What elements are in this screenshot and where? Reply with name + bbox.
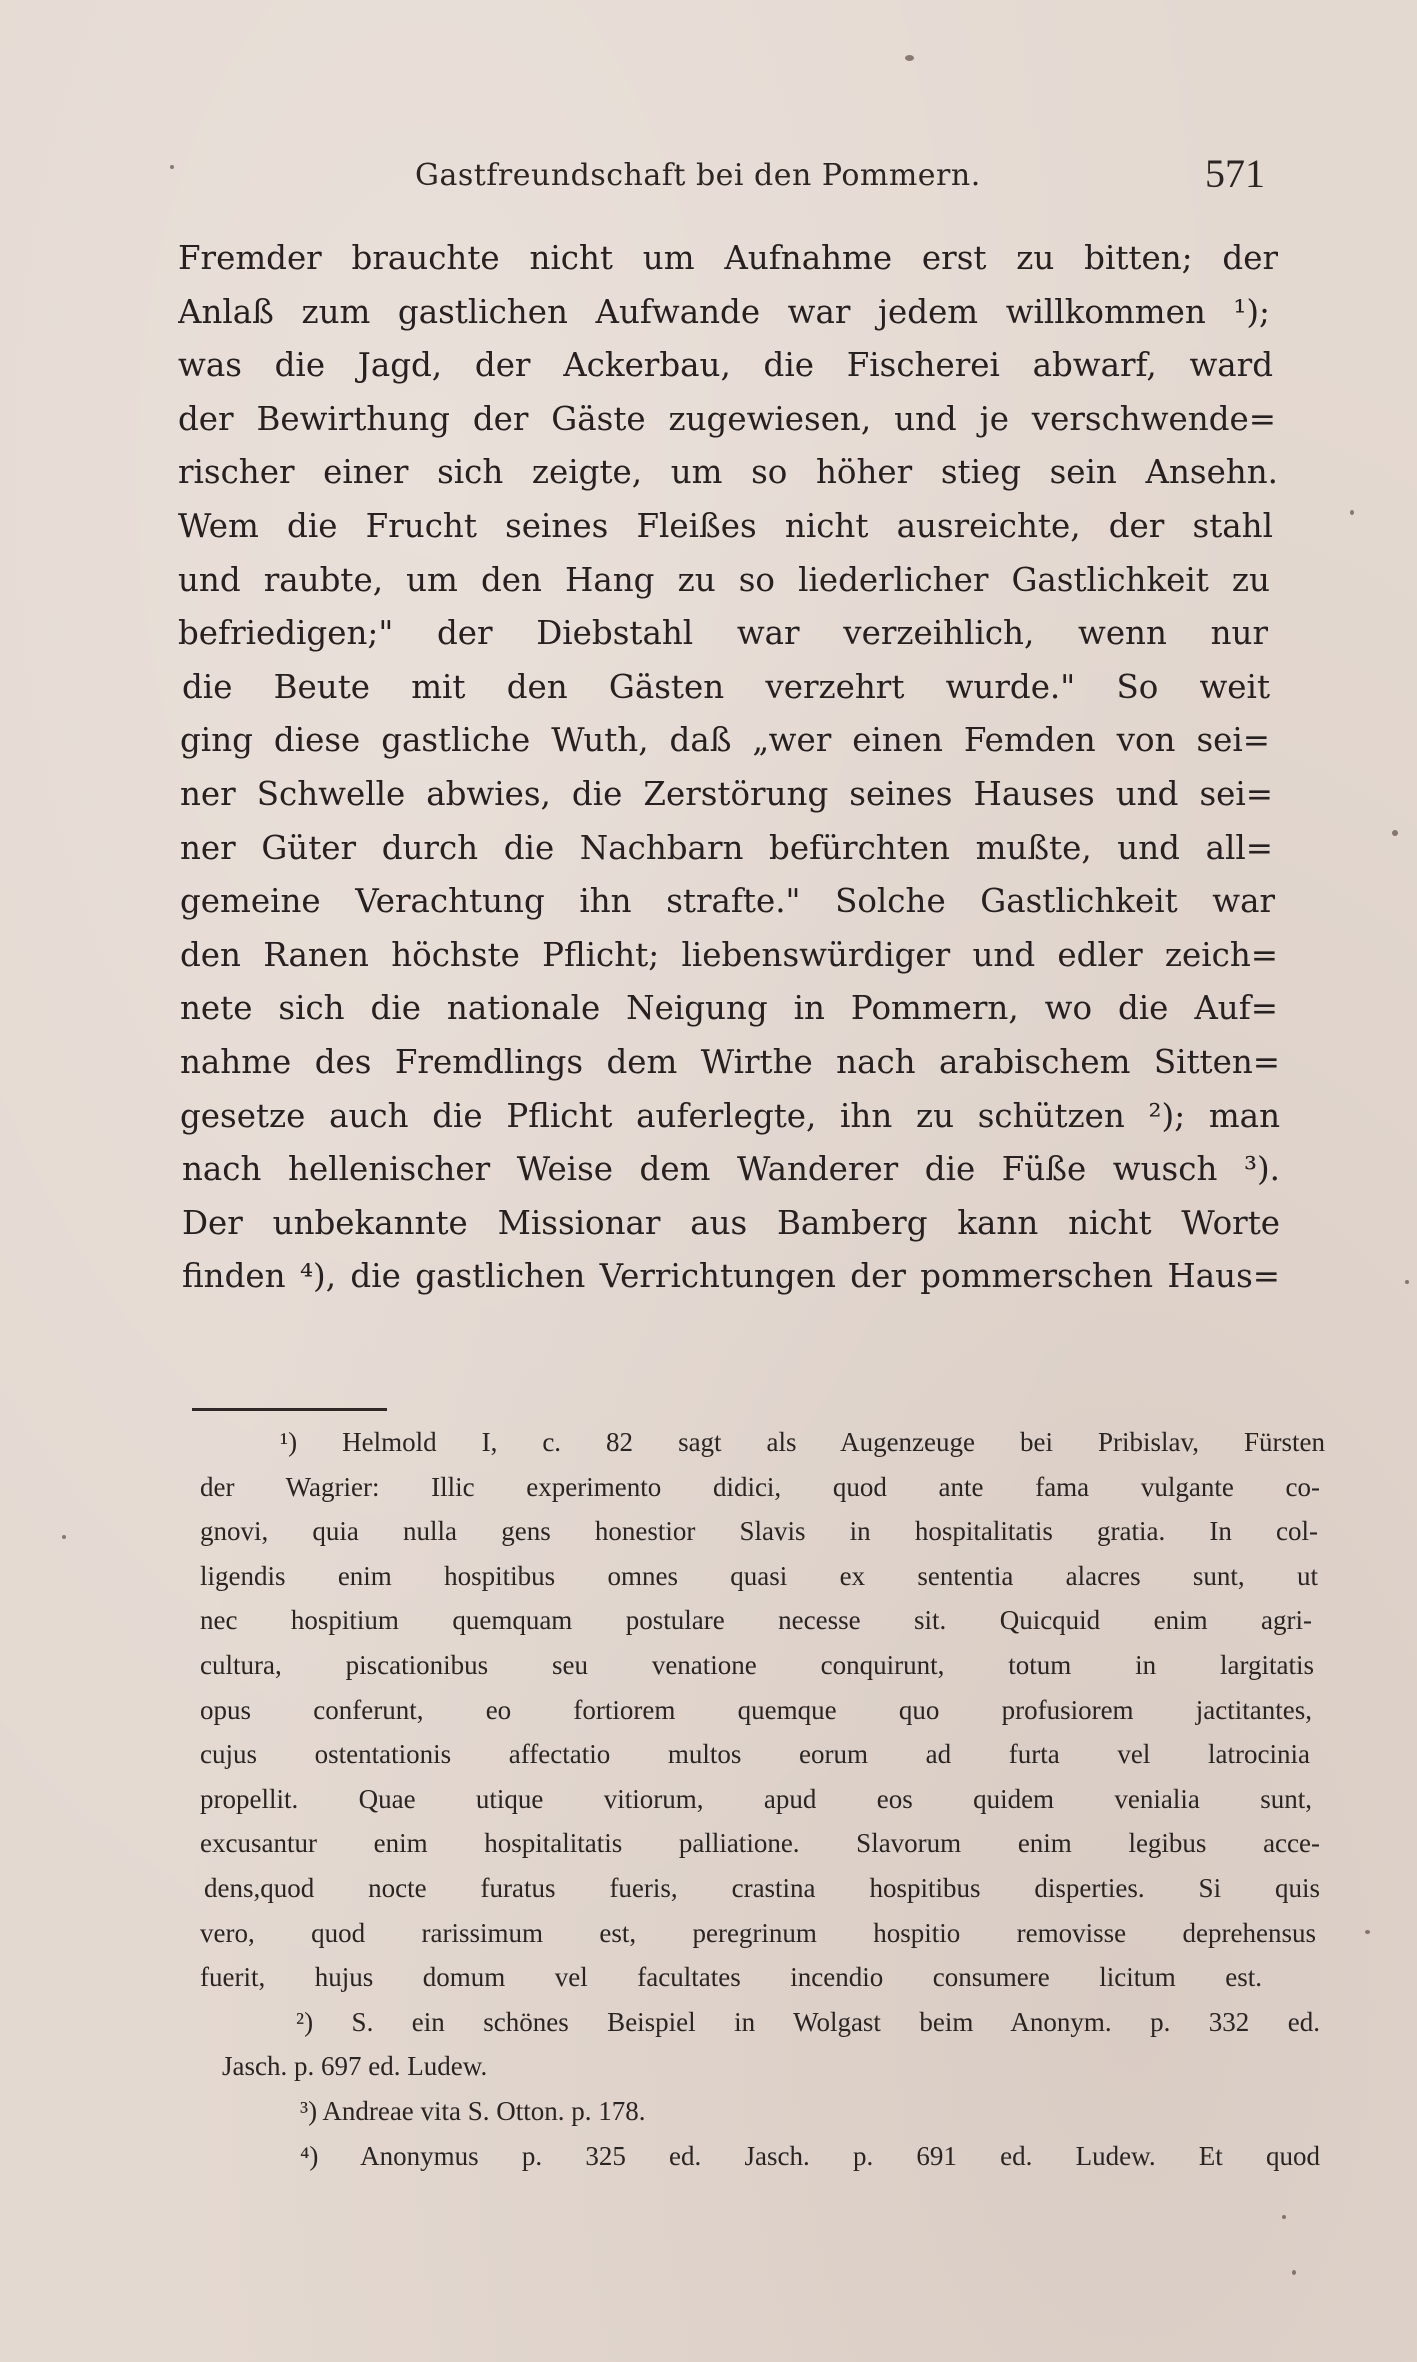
- footnote-line: ⁴) Anonymus p. 325 ed. Jasch. p. 691 ed. Ludew. Et quod: [300, 2140, 1320, 2171]
- footnotes: [200, 1420, 1325, 2178]
- body-line: Fremder brauchte nicht um Aufnahme erst zu bitten; der: [178, 239, 1278, 277]
- body-line: finden ⁴), die gastlichen Verrichtungen der pommerschen Haus=: [182, 1257, 1280, 1296]
- body-line: Anlaß zum gastlichen Aufwande war jedem willkommen ¹);: [178, 292, 1270, 331]
- footnote-line: cultura, piscationibus seu venatione conquirunt, totum in largitatis: [200, 1649, 1314, 1680]
- body-line: rischer einer sich zeigte, um so höher stieg sein Ansehn.: [178, 453, 1278, 492]
- body-line: Der unbekannte Missionar aus Bamberg kann nicht Worte: [182, 1203, 1280, 1242]
- running-header: [415, 150, 1265, 200]
- body-text: [178, 232, 1278, 1304]
- ink-speck: [1365, 1930, 1370, 1934]
- body-line: Wem die Frucht seines Fleißes nicht ausreichte, der stahl: [178, 506, 1273, 545]
- footnote-line: opus conferunt, eo fortiorem quemque quo profusiorem jactitantes,: [200, 1694, 1312, 1725]
- body-line: was die Jagd, der Ackerbau, die Fischerei abwarf, ward: [178, 346, 1273, 385]
- body-line: nach hellenischer Weise dem Wanderer die Füße wusch ³).: [182, 1150, 1280, 1189]
- ink-speck: [1282, 2215, 1286, 2219]
- footnote-line: dens,quod nocte furatus fueris, crastina hospitibus disperties. Si quis: [204, 1872, 1320, 1903]
- ink-speck: [905, 55, 914, 61]
- body-line: ging diese gastliche Wuth, daß „wer einen Femden von sei=: [180, 721, 1270, 760]
- running-title: Gastfreundschaft bei den Pommern.: [415, 158, 981, 193]
- footnote-line: der Wagrier: Illic experimento didici, quod ante fama vulgante co-: [200, 1471, 1320, 1502]
- footnote-line: fuerit, hujus domum vel facultates incendio consumere licitum est.: [200, 1962, 1262, 1993]
- ink-speck: [62, 1535, 66, 1539]
- body-line: ner Güter durch die Nachbarn befürchten mußte, und all=: [180, 828, 1273, 867]
- footnote-line: ²) S. ein schönes Beispiel in Wolgast beim Anonym. p. 332 ed.: [296, 2006, 1320, 2037]
- ink-speck: [1405, 1280, 1409, 1284]
- footnote-line: propellit. Quae utique vitiorum, apud eos quidem venialia sunt,: [200, 1783, 1312, 1814]
- footnote-line: cujus ostentationis affectatio multos eorum ad furta vel latrocinia: [200, 1739, 1310, 1770]
- footnote-line: excusantur enim hospitalitatis palliatione. Slavorum enim legibus acce-: [200, 1828, 1320, 1859]
- page-number: 571: [1205, 151, 1265, 196]
- ink-speck: [170, 165, 174, 169]
- body-line: den Ranen höchste Pflicht; liebenswürdiger und edler zeich=: [180, 935, 1278, 974]
- footnote-line: vero, quod rarissimum est, peregrinum hospitio removisse deprehensus: [200, 1917, 1316, 1948]
- body-line: der Bewirthung der Gäste zugewiesen, und je verschwende=: [178, 399, 1276, 438]
- ink-speck: [1392, 830, 1398, 836]
- footnote-separator: [192, 1408, 387, 1411]
- footnote-line: gnovi, quia nulla gens honestior Slavis in hospitalitatis gratia. In col-: [200, 1516, 1318, 1547]
- footnote-line: nec hospitium quemquam postulare necesse sit. Quicquid enim agri-: [200, 1605, 1312, 1636]
- body-line: ner Schwelle abwies, die Zerstörung seines Hauses und sei=: [180, 774, 1273, 813]
- body-line: gemeine Verachtung ihn strafte." Solche Gastlichkeit war: [180, 882, 1275, 921]
- ink-speck: [1350, 510, 1354, 515]
- body-line: nete sich die nationale Neigung in Pommern, wo die Auf=: [180, 989, 1278, 1028]
- footnote-line: ³) Andreae vita S. Otton. p. 178.: [300, 2095, 646, 2126]
- body-line: die Beute mit den Gästen verzehrt wurde." So weit: [182, 667, 1270, 706]
- body-line: befriedigen;" der Diebstahl war verzeihlich, wenn nur: [178, 614, 1268, 653]
- body-line: und raubte, um den Hang zu so liederlicher Gastlichkeit zu: [178, 560, 1270, 599]
- footnote-line: ¹) Helmold I, c. 82 sagt als Augenzeuge bei Pribislav, Fürsten: [280, 1427, 1325, 1457]
- ink-speck: [1292, 2270, 1296, 2275]
- footnote-line: ligendis enim hospitibus omnes quasi ex sententia alacres sunt, ut: [200, 1560, 1318, 1591]
- body-line: gesetze auch die Pflicht auferlegte, ihn zu schützen ²); man: [180, 1096, 1280, 1135]
- footnote-line: Jasch. p. 697 ed. Ludew.: [222, 2051, 488, 2082]
- body-line: nahme des Fremdlings dem Wirthe nach arabischem Sitten=: [180, 1042, 1280, 1081]
